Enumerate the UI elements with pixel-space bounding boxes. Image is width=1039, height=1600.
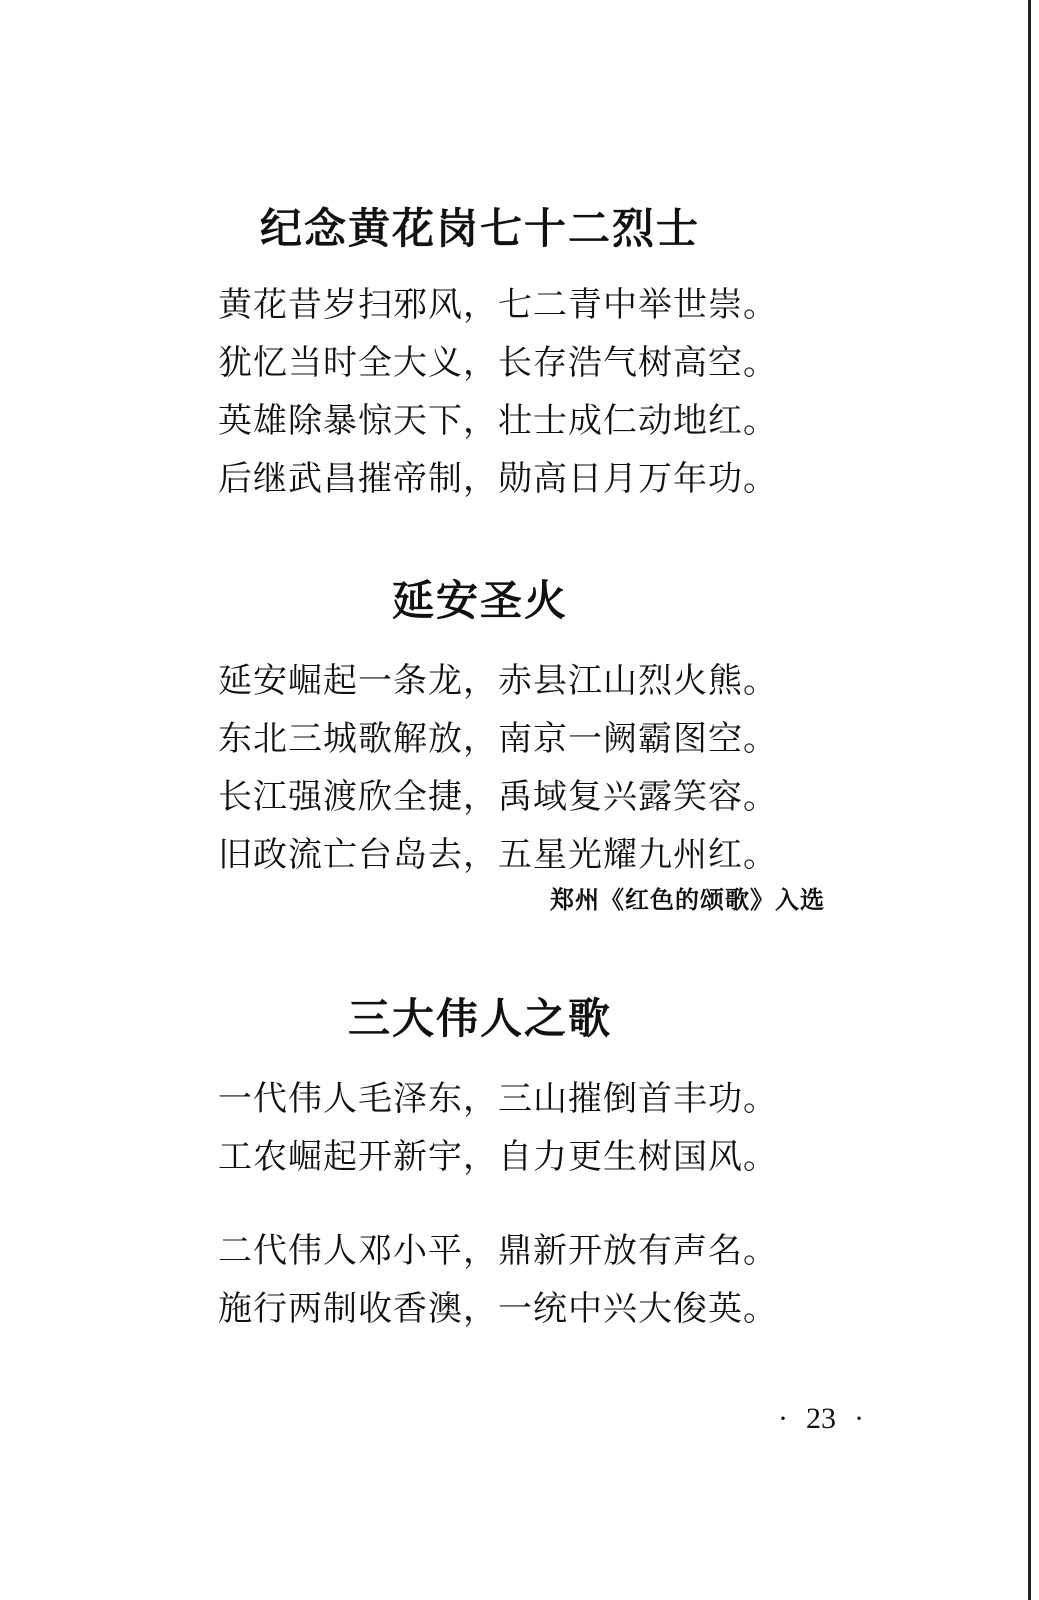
poem-line: 英雄除暴惊天下，壮士成仁动地红。: [218, 401, 778, 441]
stanza-gap: [218, 1186, 778, 1222]
page-number: [760, 1402, 882, 1436]
poem-line: 施行两制收香澳，一统中兴大俊英。: [218, 1289, 778, 1329]
page-number-value: 23: [806, 1402, 836, 1435]
poem-line: 犹忆当时全大义，长存浩气树高空。: [218, 343, 778, 383]
poem-body: [218, 276, 778, 508]
poem-line: 工农崛起开新宇，自力更生树国风。: [218, 1137, 778, 1177]
poem-body: [218, 652, 778, 884]
page-number-dot: ·: [778, 1402, 788, 1435]
poem-line: 延安崛起一条龙，赤县江山烈火熊。: [218, 661, 778, 701]
poem-body: [218, 1070, 778, 1338]
poem-title: 三大伟人之歌: [347, 994, 612, 1043]
poem-line: 一代伟人毛泽东，三山摧倒首丰功。: [218, 1079, 778, 1119]
page-edge-shadow: [1028, 0, 1031, 1600]
poem-line: 黄花昔岁扫邪风，七二青中举世崇。: [218, 285, 778, 325]
source-note: 郑州《红色的颂歌》入选: [550, 885, 825, 914]
poem-line: 东北三城歌解放，南京一阙霸图空。: [218, 719, 778, 759]
poem-line: 二代伟人邓小平，鼎新开放有声名。: [218, 1231, 778, 1271]
poem-line: 后继武昌摧帝制，勋高日月万年功。: [218, 459, 778, 499]
poem-title: 延安圣火: [391, 576, 568, 625]
poem-title: 纪念黄花岗七十二烈士: [259, 204, 700, 253]
poem-line: 旧政流亡台岛去，五星光耀九州红。: [218, 835, 778, 875]
poem-line: 长江强渡欣全捷，禹域复兴露笑容。: [218, 777, 778, 817]
page-number-dot: ·: [854, 1402, 864, 1435]
